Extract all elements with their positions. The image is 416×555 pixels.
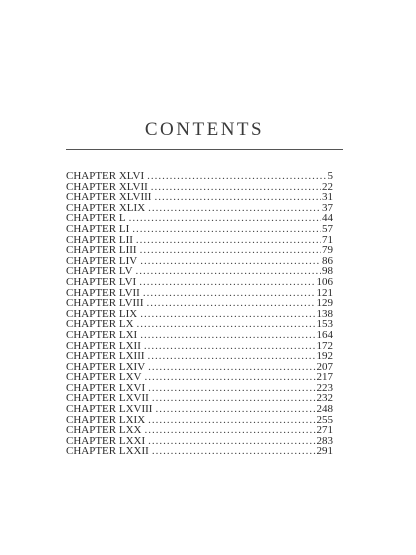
toc-chapter-label: CHAPTER LVII	[66, 287, 140, 299]
toc-page-number: 283	[316, 435, 333, 447]
toc-chapter-label: CHAPTER LXVIII	[66, 404, 153, 415]
toc-chapter-label: CHAPTER LI	[66, 223, 130, 235]
toc-chapter-label: CHAPTER LXIV	[66, 361, 146, 373]
toc-entry[interactable]	[66, 245, 333, 256]
toc-entry[interactable]	[66, 351, 333, 362]
toc-page-number: 121	[316, 287, 333, 299]
toc-page-number: 86	[322, 255, 333, 267]
toc-entry[interactable]	[66, 277, 333, 288]
toc-page-number: 138	[316, 308, 333, 320]
toc-dot-leader	[140, 330, 315, 341]
toc-page-number: 44	[322, 213, 333, 224]
toc-page-number: 223	[316, 382, 333, 394]
toc-entry[interactable]	[66, 213, 333, 224]
toc-dot-leader	[151, 182, 321, 193]
toc-dot-leader	[148, 351, 316, 362]
toc-dot-leader	[139, 277, 315, 288]
toc-dot-leader	[154, 192, 321, 203]
toc-entry[interactable]	[66, 309, 333, 320]
toc-entry[interactable]	[66, 362, 333, 373]
toc-dot-leader	[148, 203, 321, 214]
toc-page-number: 5	[327, 171, 333, 182]
toc-page-number: 22	[322, 181, 333, 193]
toc-entry[interactable]	[66, 425, 333, 436]
toc-chapter-label: CHAPTER LXXI	[66, 435, 146, 447]
toc-chapter-label: CHAPTER LXV	[66, 372, 142, 383]
toc-entry[interactable]	[66, 224, 333, 235]
table-of-contents	[66, 171, 333, 457]
toc-page-number: 192	[316, 351, 333, 362]
toc-entry[interactable]	[66, 256, 333, 267]
toc-entry[interactable]	[66, 319, 333, 330]
toc-page-number: 71	[322, 234, 333, 246]
toc-chapter-label: CHAPTER LXIX	[66, 414, 146, 426]
toc-page-number: 79	[322, 245, 333, 256]
toc-page-number: 129	[316, 298, 333, 309]
toc-page-number: 153	[316, 319, 333, 330]
toc-entry[interactable]	[66, 415, 333, 426]
toc-page-number: 232	[316, 393, 333, 405]
toc-dot-leader	[148, 362, 315, 373]
toc-dot-leader	[144, 341, 316, 352]
toc-page-number: 248	[316, 404, 333, 415]
toc-page-number: 37	[322, 202, 333, 214]
toc-chapter-label: CHAPTER LXXII	[66, 446, 149, 458]
toc-chapter-label: CHAPTER LIII	[66, 245, 137, 256]
toc-dot-leader	[144, 372, 315, 383]
toc-page-number: 271	[316, 425, 333, 436]
toc-dot-leader	[140, 245, 321, 256]
toc-entry[interactable]	[66, 383, 333, 394]
toc-dot-leader	[148, 415, 315, 426]
toc-page-number: 57	[322, 223, 333, 235]
toc-chapter-label: CHAPTER LXII	[66, 340, 141, 352]
toc-page-number: 217	[316, 372, 333, 383]
toc-entry[interactable]	[66, 235, 333, 246]
toc-chapter-label: CHAPTER LII	[66, 234, 133, 246]
toc-page-number: 106	[316, 276, 333, 288]
toc-dot-leader	[143, 288, 316, 299]
toc-page-number: 207	[316, 361, 333, 373]
toc-page-number: 164	[316, 329, 333, 341]
title-divider	[66, 149, 343, 150]
toc-dot-leader	[152, 393, 316, 404]
toc-page-number: 255	[316, 414, 333, 426]
toc-chapter-label: CHAPTER LIV	[66, 255, 138, 267]
toc-entry[interactable]	[66, 171, 333, 182]
toc-page-number: 172	[316, 340, 333, 352]
toc-entry[interactable]	[66, 393, 333, 404]
toc-entry[interactable]	[66, 298, 333, 309]
toc-chapter-label: CHAPTER XLVIII	[66, 192, 152, 203]
toc-dot-leader	[137, 319, 316, 330]
toc-chapter-label: CHAPTER LXIII	[66, 351, 145, 362]
toc-chapter-label: CHAPTER LVI	[66, 276, 137, 288]
toc-chapter-label: CHAPTER XLIX	[66, 202, 146, 214]
toc-dot-leader	[148, 383, 315, 394]
toc-dot-leader	[136, 266, 321, 277]
toc-dot-leader	[140, 309, 315, 320]
toc-chapter-label: CHAPTER XLVII	[66, 181, 148, 193]
toc-dot-leader	[144, 425, 315, 436]
toc-chapter-label: CHAPTER XLVI	[66, 171, 145, 182]
toc-entry[interactable]	[66, 436, 333, 447]
toc-chapter-label: CHAPTER LIX	[66, 308, 138, 320]
toc-page-number: 291	[316, 446, 333, 458]
toc-entry[interactable]	[66, 330, 333, 341]
toc-entry[interactable]	[66, 372, 333, 383]
toc-entry[interactable]	[66, 288, 333, 299]
toc-chapter-label: CHAPTER LXVII	[66, 393, 149, 405]
toc-page-number: 98	[322, 266, 333, 277]
toc-entry[interactable]	[66, 266, 333, 277]
toc-dot-leader	[148, 436, 315, 447]
toc-chapter-label: CHAPTER LV	[66, 266, 133, 277]
toc-dot-leader	[147, 298, 316, 309]
toc-dot-leader	[140, 256, 321, 267]
toc-chapter-label: CHAPTER LVIII	[66, 298, 144, 309]
toc-chapter-label: CHAPTER LXX	[66, 425, 142, 436]
toc-entry[interactable]	[66, 192, 333, 203]
toc-dot-leader	[147, 171, 326, 182]
toc-dot-leader	[155, 404, 315, 415]
page-title: CONTENTS	[144, 119, 265, 140]
toc-chapter-label: CHAPTER LXVI	[66, 382, 146, 394]
toc-dot-leader	[132, 224, 321, 235]
toc-page-number: 31	[322, 192, 333, 203]
toc-entry[interactable]	[66, 404, 333, 415]
toc-entry[interactable]	[66, 203, 333, 214]
toc-dot-leader	[129, 213, 321, 224]
toc-chapter-label: CHAPTER LX	[66, 319, 134, 330]
toc-dot-leader	[136, 235, 321, 246]
toc-chapter-label: CHAPTER LXI	[66, 329, 138, 341]
toc-entry[interactable]	[66, 446, 333, 457]
toc-dot-leader	[152, 446, 316, 457]
toc-entry[interactable]	[66, 182, 333, 193]
toc-chapter-label: CHAPTER L	[66, 213, 126, 224]
toc-entry[interactable]	[66, 341, 333, 352]
